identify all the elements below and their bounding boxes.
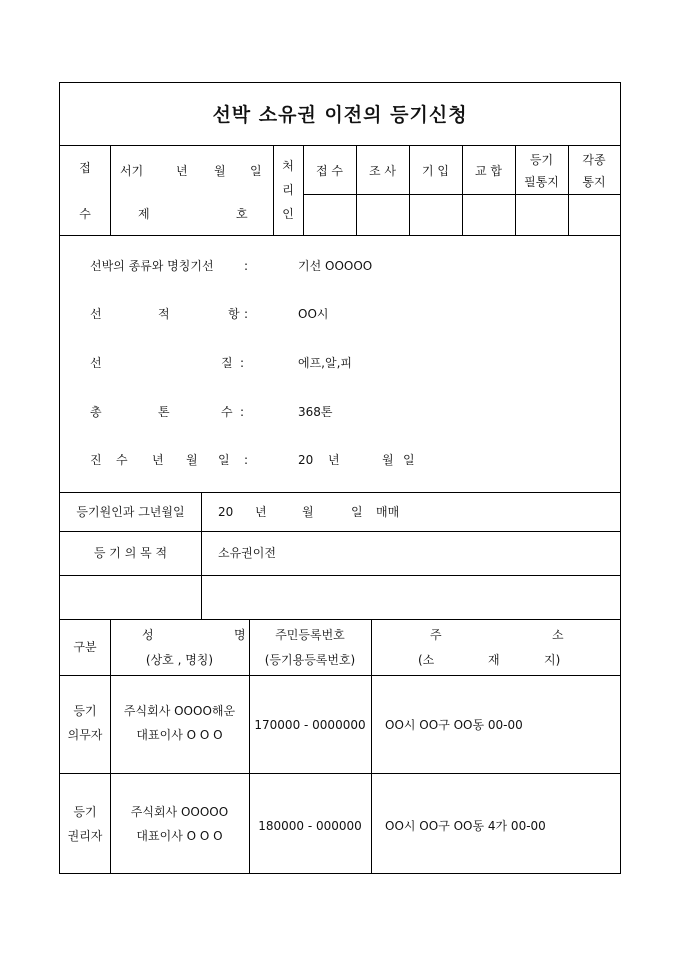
holder-name-2: 대표이사 O O O bbox=[136, 829, 223, 843]
ship-material-colon: : bbox=[240, 356, 245, 370]
ship-material-label-1: 선 bbox=[90, 356, 102, 370]
processor-col-cert-1: 등기 bbox=[529, 153, 554, 167]
ship-launch-day-unit: 일 bbox=[403, 453, 415, 467]
ship-launch-label-1: 진 bbox=[90, 453, 102, 467]
divider bbox=[462, 145, 463, 235]
ship-launch-label-2: 수 bbox=[116, 453, 128, 467]
ship-port-colon: : bbox=[244, 307, 249, 321]
ship-tonnage-value: 368톤 bbox=[298, 405, 333, 419]
divider bbox=[60, 145, 620, 146]
reception-date-year: 년 bbox=[176, 164, 188, 178]
divider bbox=[60, 619, 620, 620]
divider bbox=[60, 492, 620, 493]
divider bbox=[356, 145, 357, 235]
registration-form bbox=[59, 82, 621, 874]
reception-date-prefix: 서기 bbox=[120, 164, 144, 178]
holder-category-2: 권리자 bbox=[67, 829, 103, 843]
reception-number-prefix: 제 bbox=[138, 207, 150, 221]
obligor-category-1: 등기 bbox=[73, 704, 97, 718]
ship-port-label-1: 선 bbox=[90, 307, 102, 321]
ship-launch-year-unit: 년 bbox=[328, 453, 340, 467]
reception-label-top: 접 bbox=[79, 161, 91, 175]
holder-name-1: 주식회사 OOOOO bbox=[130, 805, 229, 819]
processor-col-check: 교 합 bbox=[475, 164, 502, 178]
cause-year: 20 bbox=[218, 505, 234, 519]
divider bbox=[60, 675, 620, 676]
processor-label-3: 인 bbox=[282, 207, 294, 221]
ship-launch-label-5: 일 bbox=[218, 453, 230, 467]
ship-type-value: 기선 OOOOO bbox=[298, 259, 373, 273]
purpose-value: 소유권이전 bbox=[218, 546, 276, 560]
obligor-name-1: 주식회사 OOOO해운 bbox=[123, 704, 236, 718]
divider bbox=[409, 145, 410, 235]
ship-material-value: 에프,알,피 bbox=[298, 356, 352, 370]
ship-tonnage-colon: : bbox=[240, 405, 245, 419]
cause-year-unit: 년 bbox=[255, 505, 267, 519]
processor-col-receipt: 접 수 bbox=[316, 164, 343, 178]
divider bbox=[60, 531, 620, 532]
processor-col-notice-1: 각종 bbox=[582, 153, 606, 167]
ship-launch-month-unit: 월 bbox=[382, 453, 394, 467]
obligor-name-2: 대표이사 O O O bbox=[136, 728, 223, 742]
ship-launch-label-3: 년 bbox=[152, 453, 164, 467]
processor-col-entry: 기 입 bbox=[422, 164, 449, 178]
processor-col-review: 조 사 bbox=[369, 164, 396, 178]
ship-port-value: OO시 bbox=[298, 307, 329, 321]
cause-month-unit: 월 bbox=[302, 505, 314, 519]
ship-launch-year: 20 bbox=[298, 453, 314, 467]
ship-port-label-2: 적 bbox=[158, 307, 170, 321]
obligor-category-2: 의무자 bbox=[67, 728, 103, 742]
processor-label-1: 처 bbox=[282, 159, 294, 173]
parties-col-address-sub-3: 지) bbox=[544, 653, 561, 667]
purpose-label: 등 기 의 목 적 bbox=[93, 546, 168, 560]
ship-tonnage-label-2: 톤 bbox=[158, 405, 170, 419]
reception-label-bottom: 수 bbox=[79, 207, 91, 221]
parties-col-name-1: 성 bbox=[142, 628, 154, 642]
ship-type-colon: : bbox=[244, 259, 249, 273]
ship-tonnage-label-3: 수 bbox=[221, 405, 233, 419]
cause-label: 등기원인과 그년월일 bbox=[76, 505, 185, 519]
processor-label-2: 리 bbox=[282, 183, 294, 197]
divider bbox=[303, 145, 304, 235]
obligor-id: 170000 - 0000000 bbox=[254, 718, 366, 732]
divider bbox=[371, 619, 372, 873]
ship-port-label-3: 항 bbox=[228, 307, 240, 321]
parties-col-name-sub: (상호 , 명칭) bbox=[145, 653, 214, 667]
parties-col-name-2: 명 bbox=[234, 628, 246, 642]
parties-col-address-sub-1: (소 bbox=[418, 653, 435, 667]
ship-tonnage-label-1: 총 bbox=[90, 405, 102, 419]
divider bbox=[60, 575, 620, 576]
parties-col-id-sub: (등기용등록번호) bbox=[264, 653, 356, 667]
parties-col-category: 구분 bbox=[73, 640, 97, 654]
reception-date-day: 일 bbox=[250, 164, 262, 178]
divider bbox=[201, 492, 202, 619]
cause-day-unit: 일 bbox=[351, 505, 363, 519]
ship-launch-label-4: 월 bbox=[186, 453, 198, 467]
form-title: 선박 소유권 이전의 등기신청 bbox=[212, 104, 468, 126]
reception-number-suffix: 호 bbox=[236, 207, 248, 221]
ship-material-label-2: 질 bbox=[221, 356, 233, 370]
holder-category-1: 등기 bbox=[73, 805, 97, 819]
ship-launch-colon: : bbox=[244, 453, 249, 467]
divider bbox=[110, 145, 111, 235]
holder-id: 180000 - 000000 bbox=[258, 819, 362, 833]
processor-col-cert-2: 필통지 bbox=[524, 175, 559, 189]
ship-type-label: 선박의 종류와 명칭기선 bbox=[90, 259, 214, 273]
parties-col-address-sub-2: 재 bbox=[488, 653, 500, 667]
divider bbox=[60, 773, 620, 774]
obligor-address: OO시 OO구 OO동 00-00 bbox=[385, 718, 523, 732]
cause-type: 매매 bbox=[376, 505, 400, 519]
parties-col-address-1: 주 bbox=[430, 628, 442, 642]
divider bbox=[60, 235, 620, 236]
reception-date-month: 월 bbox=[214, 164, 226, 178]
processor-col-notice-2: 통지 bbox=[582, 175, 606, 189]
holder-address: OO시 OO구 OO동 4가 00-00 bbox=[385, 819, 546, 833]
parties-col-id: 주민등록번호 bbox=[275, 628, 345, 642]
parties-col-address-2: 소 bbox=[552, 628, 564, 642]
